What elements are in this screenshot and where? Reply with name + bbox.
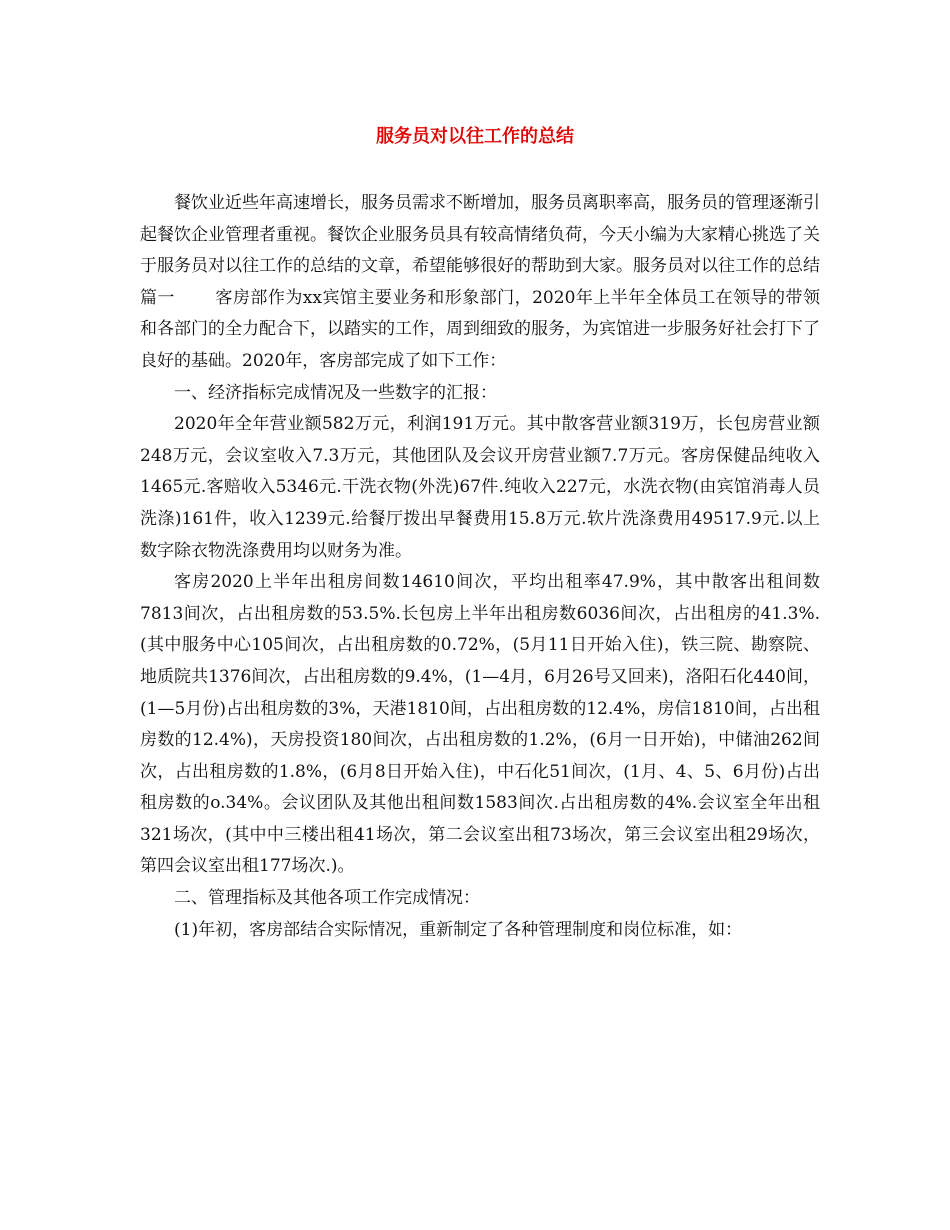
section-heading-2: 二、管理指标及其他各项工作完成情况： <box>174 888 480 909</box>
section-heading-1: 一、经济指标完成情况及一些数字的汇报： <box>174 382 497 403</box>
intro-paragraph <box>140 188 820 378</box>
document-body <box>140 188 820 946</box>
management-paragraph: (1)年初，客房部结合实际情况，重新制定了各种管理制度和岗位标准，如： <box>174 919 743 940</box>
document-title: 服务员对以往工作的总结 <box>376 126 574 147</box>
intro-continuation: 客房部作为xx宾馆主要业务和形象部门，2020年上半年全体员工在领导的带领和各部门的全力配合下，以踏实的工作，周到细致的服务，为宾馆进一步服务好社会打下了良好的基础。2020年，客房部完成了如下工作： <box>140 287 821 371</box>
rooms-paragraph: 客房2020上半年出租房间数14610间次，平均出租率47.9%，其中散客出租间数7813间次，占出租房数的53.5%.长包房上半年出租房数6036间次，占出租房的41.3%.(其中服务中心105间次，占出租房数的0.72%，(5月11日开始入住)，铁三院、勘察院、地质院共1376间次，占出租房数的9.4%，(1—4月，6月26号又回来)，洛阳石化440间，(1—5月份)占出租房数的3%，天港1810间，占出租房数的12.4%，房信1810间，占出租房数的12.4%)，天房投资180间次，占出租房数的1.2%，(6月一日开始)，中储油262间次，占出租房数的1.8%，(6月8日开始入住)，中石化51间次，(1月、4、5、6月份)占出租房数的o.34%。会议团队及其他出租间数1583间次.占出租房数的4%.会议室全年出租321场次，(其中中三楼出租41场次，第二会议室出租73场次，第三会议室出租29场次，第四会议室出租177场次.)。 <box>140 572 820 877</box>
section-label: 服务员对以往工作的总结篇一 <box>140 256 820 308</box>
intro-text: 餐饮业近些年高速增长，服务员需求不断增加，服务员离职率高，服务员的管理逐渐引起餐饮企业管理者重视。餐饮企业服务员具有较高情绪负荷，今天小编为大家精心挑选了关于服务员对以往工作的总结的文章，希望能够很好的帮助到大家。 <box>140 193 820 277</box>
finance-paragraph: 2020年全年营业额582万元，利润191万元。其中散客营业额319万，长包房营业额248万元，会议室收入7.3万元，其他团队及会议开房营业额7.7万元。客房保健品纯收入1465元.客赔收入5346元.干洗衣物(外洗)67件.纯收入227元，水洗衣物(由宾馆消毒人员洗涤)161件，收入1239元.给餐厅拨出早餐费用15.8万元.软片洗涤费用49517.9元.以上数字除衣物洗涤费用均以财务为准。 <box>140 414 820 561</box>
